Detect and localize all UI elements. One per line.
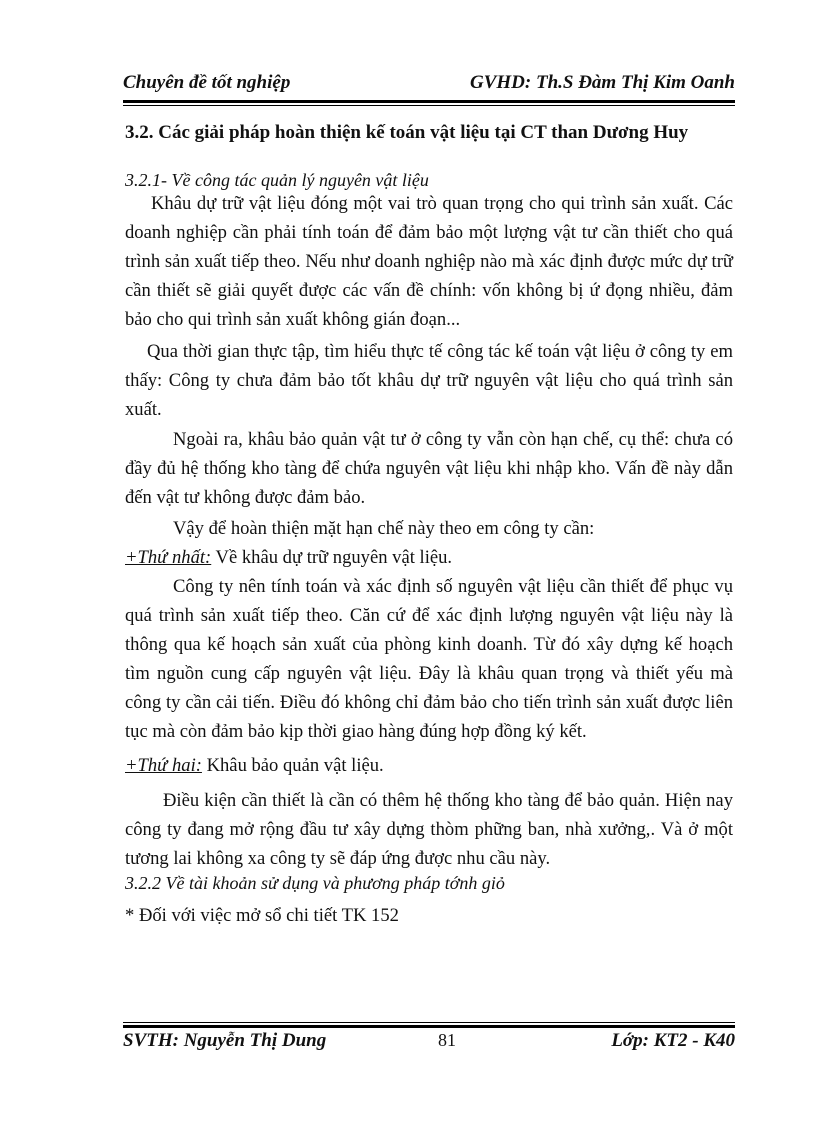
page-footer	[123, 1030, 735, 1056]
footer-class: Lớp: KT2 - K40	[611, 1030, 735, 1051]
footer-rule-thin	[123, 1022, 735, 1023]
section-heading: 3.2. Các giải pháp hoàn thiện kế toán vật liệu tại CT than Dương Huy	[125, 122, 689, 143]
paragraph-3: Ngoài ra, khâu bảo quản vật tư ở công ty vẫn còn hạn chế, cụ thể: chưa có đầy đủ hệ thống kho tàng để chứa nguyên vật liệu khi nhập kho. Vấn đề này dẫn đến vật tư không được đảm bảo.	[125, 429, 733, 508]
header-rule-thin	[123, 105, 735, 106]
second-point	[125, 751, 733, 780]
paragraph-2: Qua thời gian thực tập, tìm hiểu thực tế công tác kế toán vật liệu ở công ty em thấy: Công ty chưa đảm bảo tốt khâu dự trữ nguyên vật liệu cho quá trình sản xuất.	[125, 341, 733, 420]
footer-student: SVTH: Nguyễn Thị Dung	[123, 1030, 327, 1051]
header-rule	[123, 100, 735, 103]
header-left: Chuyên đề tốt nghiệp	[123, 72, 291, 93]
second-point-label: +Thứ hai:	[125, 755, 202, 776]
first-point-text: Về khâu dự trữ nguyên vật liệu.	[211, 547, 453, 568]
subsection-title-321: 3.2.1- Về công tác quản lý nguyên vật liệu	[125, 170, 429, 190]
paragraph-6: Điều kiện cần thiết là cần có thêm hệ thống kho tàng để bảo quản. Hiện nay công ty đang mở rộng đầu tư xây dựng thòm phững ban, nhà xưởng,. Và ở một tương lai không xa công ty sẽ đáp ứng được nhu cầu này.	[125, 790, 733, 869]
paragraph-4: Vậy để hoàn thiện mặt hạn chế này theo em công ty cần:	[173, 518, 595, 539]
paragraph-5: Công ty nên tính toán và xác định số nguyên vật liệu cần thiết để phục vụ quá trình sản xuất tiếp theo. Căn cứ để xác định lượng nguyên vật liệu này là thông qua kế hoạch sản xuất của phòng kinh doanh. Từ đó xây dựng kế hoạch tìm nguồn cung cấp nguyên vật liệu. Đây là khâu quan trọng và thiết yếu mà công ty cần cải tiến. Điều đó không chỉ đảm bảo cho tiến trình sản xuất được liên tục mà còn đảm bảo kịp thời giao hàng đúng hợp đồng ký kết.	[125, 576, 733, 742]
second-point-text: Khâu bảo quản vật liệu.	[201, 755, 384, 776]
page-header	[123, 72, 735, 98]
footer-rule	[123, 1025, 735, 1028]
header-right: GVHD: Th.S Đàm Thị Kim Oanh	[470, 72, 735, 93]
bullet-item: * Đối với việc mở sổ chi tiết TK 152	[125, 905, 399, 926]
first-point-label: +Thứ nhất:	[125, 547, 212, 568]
page-number: 81	[438, 1030, 456, 1050]
paragraph-1: Khâu dự trữ vật liệu đóng một vai trò quan trọng cho qui trình sản xuất. Các doanh nghiệp cần phải tính toán để đảm bảo một lượng vật tư cần thiết cho quá trình sản xuất tiếp theo. Nếu như doanh nghiệp nào mà xác định được mức dự trữ cần thiết sẽ giải quyết được các vấn đề chính: vốn không bị ứ đọng nhiều, đảm bảo cho qui trình sản xuất không gián đoạn...	[125, 193, 733, 330]
subsection-title-322: 3.2.2 Về tài khoản sử dụng và phương pháp tớnh giỏ	[125, 873, 505, 893]
first-point	[125, 543, 733, 572]
